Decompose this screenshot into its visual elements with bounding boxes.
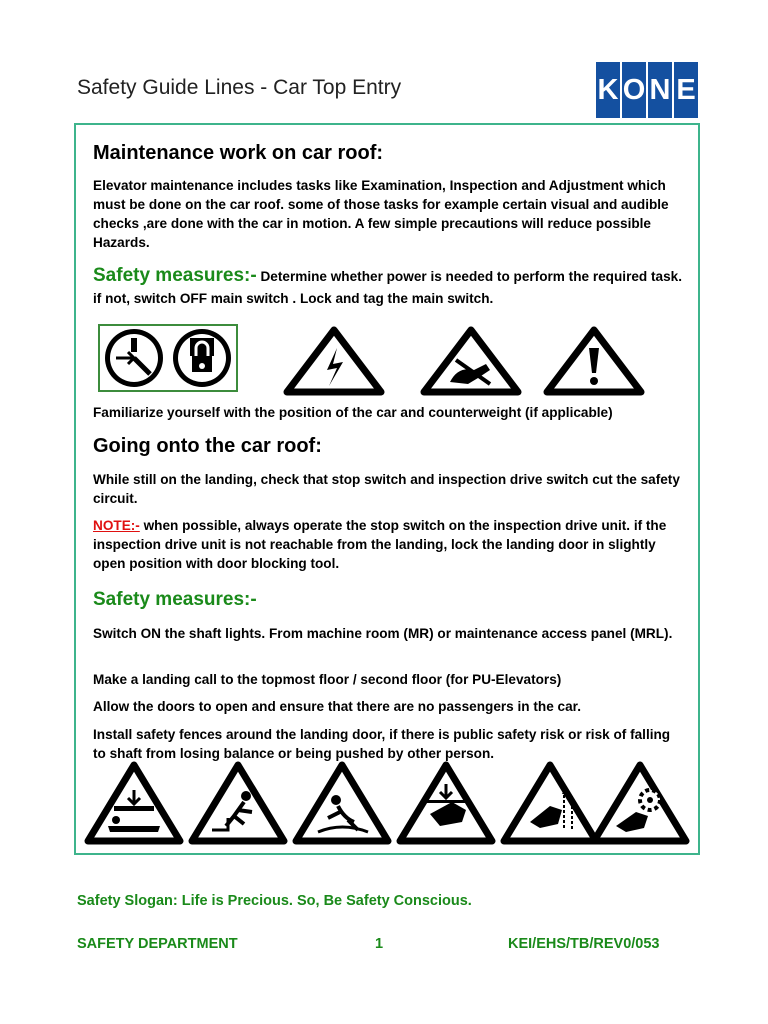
slip-hazard-icon (292, 760, 392, 846)
note-text: when possible, always operate the stop switch on the inspection drive unit. if the inspection drive unit is not reachable from the landing, lock the landing door in slightly open position with door blocking tool. (93, 518, 667, 571)
logo-letter-o: O (622, 62, 646, 118)
fall-hazard-icon (188, 760, 288, 846)
lockout-tagout-icon (98, 324, 238, 392)
landing-check-paragraph: While still on the landing, check that stop switch and inspection drive switch cut the safety circuit. (93, 472, 680, 506)
rotating-gear-hazard-icon (590, 760, 690, 846)
hand-crush-hazard-icon (396, 760, 496, 846)
note-label: NOTE:- (93, 518, 140, 533)
measure-item-3: Allow the doors to open and ensure that there are no passengers in the car. (93, 699, 581, 714)
logo-letter-n: N (648, 62, 672, 118)
note-paragraph (93, 516, 683, 573)
footer-department: SAFETY DEPARTMENT (77, 936, 238, 952)
measure-item-1: Switch ON the shaft lights. From machine room (MR) or maintenance access panel (MRL). (93, 626, 673, 641)
safety-measures-label: Safety measures:- (93, 265, 257, 286)
section-heading-car-roof: Going onto the car roof: (93, 435, 322, 457)
document-title: Safety Guide Lines - Car Top Entry (77, 76, 402, 99)
section-heading-maintenance: Maintenance work on car roof: (93, 142, 384, 164)
measure-item-4: Install safety fences around the landing door, if there is public safety risk or risk of falling to shaft from losing balance or being pushed by other person. (93, 727, 671, 761)
content-frame (74, 123, 700, 855)
safety-measures-intro (93, 265, 683, 310)
footer-page-number: 1 (375, 936, 384, 952)
logo-letter-e: E (674, 62, 698, 118)
electrical-hazard-icon (283, 326, 385, 396)
safety-measures-heading: Safety measures:- (93, 589, 257, 610)
hand-entanglement-hazard-icon (500, 760, 600, 846)
kone-logo (596, 62, 698, 118)
safety-measures-text: Determine whether power is needed to perform the required task. if not, switch OFF main switch . Lock and tag the main switch. (93, 269, 682, 306)
measure-item-2: Make a landing call to the topmost floor / second floor (for PU-Elevators) (93, 672, 562, 687)
footer-document-reference: KEI/EHS/TB/REV0/053 (508, 936, 660, 952)
safety-slogan: Safety Slogan: Life is Precious. So, Be Safety Conscious. (77, 893, 472, 909)
general-warning-icon (543, 326, 645, 396)
familiarize-text: Familiarize yourself with the position of the car and counterweight (if applicable) (93, 405, 613, 420)
logo-letter-k: K (596, 62, 620, 118)
crushing-hazard-icon (84, 760, 184, 846)
no-touch-hazard-icon (420, 326, 522, 396)
maintenance-paragraph: Elevator maintenance includes tasks like Examination, Inspection and Adjustment which must be done on the car roof. some of those tasks for example certain visual and audible checks ,are done with the car in motion. A few simple precautions will reduce possible Hazards. (93, 178, 669, 250)
